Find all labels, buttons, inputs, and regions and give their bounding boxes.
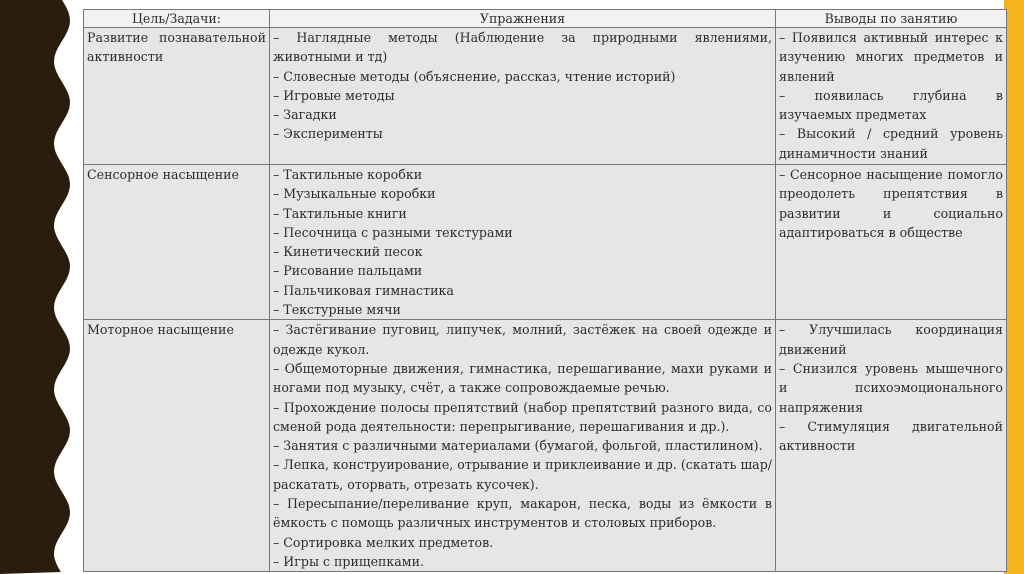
exercise-item: – Общемоторные движения, гимнастика, перешагивание, махи руками и ногами под музыку, счёт, а также сопровождаемые речью.	[273, 360, 772, 396]
exercises-cell	[270, 28, 776, 165]
exercise-item: – Словесные методы (объяснение, рассказ, чтение историй)	[273, 68, 676, 84]
exercise-item: – Кинетический песок	[273, 244, 423, 260]
conclusion-item: – Высокий / средний уровень динамичности знаний	[779, 126, 1003, 161]
table-row	[84, 165, 1007, 320]
lesson-table-container	[83, 9, 1006, 572]
exercise-item: – Наглядные методы (Наблюдение за природными явлениями, животными и тд)	[273, 30, 772, 65]
exercise-item: – Рисование пальцами	[273, 263, 423, 279]
conclusion-item: – появилась глубина в изучаемых предметах	[779, 87, 1003, 123]
exercise-item: – Пальчиковая гимнастика	[273, 282, 454, 298]
goal-cell: Сенсорное насыщение	[84, 165, 270, 320]
table-header-row	[84, 10, 1007, 28]
exercise-item: – Лепка, конструирование, отрывание и приклеивание и др. (скатать шар/раскатать, оторвать, отрезать кусочек).	[273, 457, 772, 492]
exercise-item: – Прохождение полосы препятствий (набор препятствий разного вида, со сменой рода деятельности: перепрыгивание, перешагивания и др.).	[273, 399, 772, 434]
exercise-item: – Музыкальные коробки	[273, 186, 436, 202]
exercise-item: – Песочница с разными текстурами	[273, 224, 513, 240]
conclusions-cell	[776, 320, 1007, 572]
wavy-border-decoration	[0, 0, 80, 574]
exercise-item: – Игры с прищепками.	[273, 553, 425, 569]
exercise-item: – Эксперименты	[273, 126, 383, 142]
header-goal: Цель/Задачи:	[84, 10, 270, 28]
accent-stripe	[1004, 0, 1024, 574]
conclusion-item: – Сенсорное насыщение помогло преодолеть препятствия в развитии и социально адаптироваться в обществе	[779, 167, 1003, 240]
exercise-item: – Текстурные мячи	[273, 302, 401, 318]
conclusion-item: – Улучшилась координация движений	[779, 322, 1003, 357]
goal-cell: Развитие познавательной активности	[84, 28, 270, 165]
conclusion-item: – Появился активный интерес к изучению многих предметов и явлений	[779, 30, 1003, 84]
exercise-item: – Тактильные коробки	[273, 167, 423, 182]
exercises-cell	[270, 320, 776, 572]
table-row	[84, 28, 1007, 165]
exercise-item: – Пересыпание/переливание круп, макарон, песка, воды из ёмкости в ёмкость с помощь различных инструментов и столовых приборов.	[273, 496, 772, 531]
exercise-item: – Загадки	[273, 107, 337, 123]
exercise-item: – Занятия с различными материалами (бумагой, фольгой, пластилином).	[273, 438, 763, 454]
header-exercises: Упражнения	[270, 10, 776, 28]
exercise-item: – Игровые методы	[273, 87, 395, 103]
exercises-cell	[270, 165, 776, 320]
conclusions-cell	[776, 28, 1007, 165]
header-conclusions: Выводы по занятию	[776, 10, 1007, 28]
exercise-item: – Застёгивание пуговиц, липучек, молний, застёжек на своей одежде и одежде кукол.	[273, 322, 772, 357]
goal-cell: Моторное насыщение	[84, 320, 270, 572]
exercise-item: – Тактильные книги	[273, 205, 407, 221]
lesson-table	[83, 9, 1007, 572]
conclusion-item: – Снизился уровень мышечного и психоэмоционального напряжения	[779, 360, 1003, 415]
exercise-item: – Сортировка мелких предметов.	[273, 534, 494, 550]
conclusion-item: – Стимуляция двигательной активности	[779, 418, 1003, 454]
conclusions-cell	[776, 165, 1007, 320]
table-row	[84, 320, 1007, 572]
